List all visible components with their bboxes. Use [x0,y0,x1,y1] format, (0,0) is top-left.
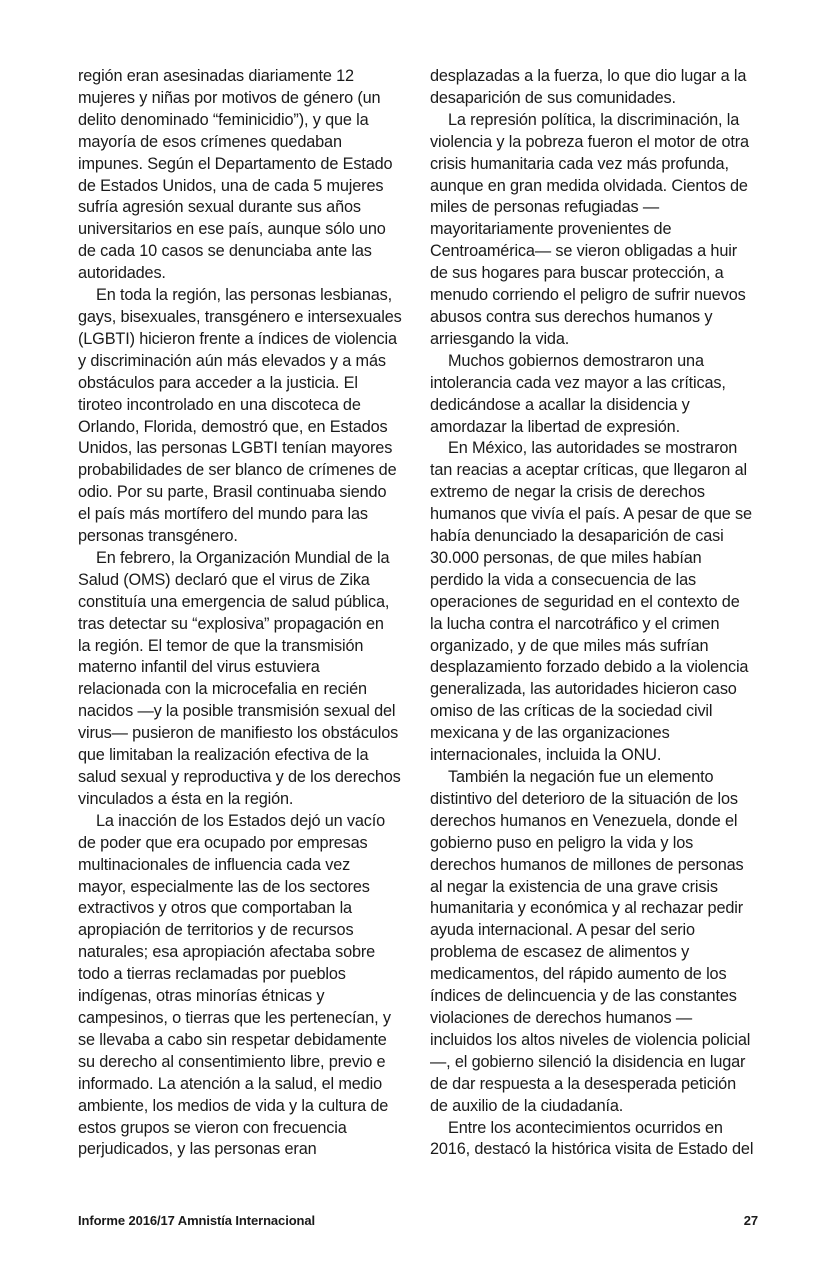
text-line: distintivo del deterioro de la situación de los [430,789,738,808]
text-line: multinacionales de influencia cada vez [78,855,351,874]
text-line: En México, las autoridades se mostraron [448,439,738,458]
text-line: la lucha contra el narcotráfico y el crimen [430,614,720,633]
text-line: que limitaban la realización efectiva de la [78,746,369,765]
text-line: Unidos, las personas LGBTI tenían mayores [78,439,393,458]
text-line: humanos que vivía el país. A pesar de que se [430,505,752,524]
text-line: estos grupos se vieron con frecuencia [78,1118,347,1137]
text-line: región eran asesinadas diariamente 12 [78,67,354,85]
text-line: universitarios en ese país, aunque sólo uno [78,220,386,239]
text-line: de cada 10 casos se denunciaba ante las [78,242,372,261]
text-line: violencia y la pobreza fueron el motor de otra [430,132,749,151]
text-line: menudo corriendo el peligro de sufrir nuevos [430,286,746,305]
text-line: Centroamérica— se vieron obligadas a huir [430,242,737,261]
text-line: odio. Por su parte, Brasil continuaba siendo [78,483,387,502]
footer-title: Informe 2016/17 Amnistía Internacional [78,1213,316,1228]
text-line: internacionales, incluida la ONU. [430,746,662,765]
text-line: personas transgénero. [78,527,238,546]
text-line: Orlando, Florida, demostró que, en Estados [78,417,388,436]
text-line: tras detectar su “explosiva” propagación en [78,614,384,633]
text-line: omiso de las críticas de la sociedad civil [430,702,713,721]
text-line: ambiente, los medios de vida y la cultura de [78,1096,389,1115]
text-line: perdido la vida a consecuencia de las [430,570,696,589]
text-line: derechos humanos de millones de personas [430,855,744,874]
text-line: tiroteo incontrolado en una discoteca de [78,395,361,414]
text-line: mayor, especialmente las de los sectores [78,877,370,896]
text-line: mayoritariamente provenientes de [430,220,672,239]
text-line: —, el gobierno silenció la disidencia en lugar [430,1052,746,1071]
text-line: mayoría de esos crímenes quedaban [78,132,342,151]
text-line: al negar la existencia de una grave crisis [430,877,718,896]
text-line: relacionada con la microcefalia en recién [78,680,367,699]
text-line: intolerancia cada vez mayor a las críticas, [430,373,726,392]
text-line: la región. El temor de que la transmisión [78,636,364,655]
text-line: de poder que era ocupado por empresas [78,833,368,852]
text-line: humanitaria y económica y al rechazar pedir [430,899,743,918]
text-line: La represión política, la discriminación, la [448,110,740,129]
text-line: Muchos gobiernos demostraron una [448,351,704,370]
text-line: sufría agresión sexual durante sus años [78,198,361,217]
text-line: violaciones de derechos humanos — [430,1008,693,1027]
text-line: se llevaba a cabo sin respetar debidamente [78,1030,387,1049]
text-line: de dar respuesta a la desesperada petición [430,1074,736,1093]
text-line: naturales; esa apropiación afectaba sobre [78,943,376,962]
text-line: medicamentos, del rápido aumento de los [430,965,727,984]
text-line: perjudicados, y las personas eran [78,1140,317,1159]
text-line: desaparición de sus comunidades. [430,88,676,107]
text-line: apropiación de territorios y de recursos [78,921,354,940]
text-line: índices de delincuencia y de las constantes [430,987,737,1006]
text-line: extremo de negar la crisis de derechos [430,483,705,502]
text-line: miles de personas refugiadas — [430,198,659,217]
text-line: todo a tierras reclamadas por pueblos [78,965,346,984]
text-line: derechos humanos en Venezuela, donde el [430,811,738,830]
text-line: ayuda internacional. A pesar del serio [430,921,695,940]
text-line: También la negación fue un elemento [448,768,714,786]
text-line: Salud (OMS) declaró que el virus de Zika [78,570,370,589]
text-line: salud sexual y reproductiva y de los derechos [78,768,401,786]
text-line: virus— pusieron de manifiesto los obstáculos [78,724,399,743]
text-line: informado. La atención a la salud, el medio [78,1074,382,1093]
text-line: En toda la región, las personas lesbianas, [96,286,393,305]
text-line: organizado, y de que miles más sufrían [430,636,709,655]
text-line: de auxilio de la ciudadanía. [430,1096,624,1115]
left-column [78,66,406,1161]
right-column [430,66,758,1161]
text-line: delito denominado “feminicidio”), y que la [78,110,369,129]
text-line: La inacción de los Estados dejó un vacío [96,811,386,830]
text-line: mexicana y de las organizaciones [430,724,670,743]
text-line: impunes. Según el Departamento de Estado [78,154,393,173]
text-line: su derecho al consentimiento libre, previo e [78,1052,386,1071]
text-line: abusos contra sus derechos humanos y [430,307,713,326]
text-line: 2016, destacó la histórica visita de Estado del [430,1140,754,1159]
text-line: operaciones de seguridad en el contexto de [430,592,740,611]
text-line: En febrero, la Organización Mundial de la [96,548,390,567]
text-line: obstáculos para acceder a la justicia. El [78,373,358,392]
text-line: desplazamiento forzado debido a la violencia [430,658,749,677]
page-footer [78,1213,758,1228]
text-line: indígenas, otras minorías étnicas y [78,987,325,1006]
text-line: generalizada, las autoridades hicieron caso [430,680,737,699]
text-line: probabilidades de ser blanco de crímenes de [78,461,397,480]
text-line: desplazadas a la fuerza, lo que dio lugar a la [430,67,747,85]
text-line: tan reacias a aceptar críticas, que llegaron al [430,461,747,480]
text-line: había denunciado la desaparición de casi [430,527,724,546]
text-line: y discriminación aún más elevados y a más [78,351,386,370]
text-line: 30.000 personas, de que miles habían [430,548,702,567]
text-line: de sus hogares para buscar protección, a [430,264,724,283]
text-line: gobierno puso en peligro la vida y los [430,833,694,852]
text-line: (LGBTI) hicieron frente a índices de violencia [78,329,397,348]
text-line: aunque en gran medida olvidada. Cientos de [430,176,748,195]
text-line: autoridades. [78,264,166,283]
page-number: 27 [743,1213,758,1228]
text-line: gays, bisexuales, transgénero e intersexuales [78,307,402,326]
text-line: amordazar la libertad de expresión. [430,417,680,436]
text-line: incluidos los altos niveles de violencia policial [430,1030,751,1049]
text-line: arriesgando la vida. [430,329,570,348]
text-line: el país más mortífero del mundo para las [78,505,368,524]
text-line: extractivos y otros que comportaban la [78,899,352,918]
text-line: de Estados Unidos, una de cada 5 mujeres [78,176,384,195]
text-line: constituía una emergencia de salud pública, [78,592,390,611]
text-line: mujeres y niñas por motivos de género (un [78,88,381,107]
text-line: crisis humanitaria cada vez más profunda, [430,154,729,173]
text-line: dedicándose a acallar la disidencia y [430,395,690,414]
text-line: campesinos, o tierras que les pertenecían, y [78,1008,391,1027]
text-line: vinculados a ésta en la región. [78,789,294,808]
text-line: Entre los acontecimientos ocurridos en [448,1118,723,1137]
text-line: problema de escasez de alimentos y [430,943,690,962]
text-line: nacidos —y la posible transmisión sexual del [78,702,396,721]
text-line: materno infantil del virus estuviera [78,658,320,677]
